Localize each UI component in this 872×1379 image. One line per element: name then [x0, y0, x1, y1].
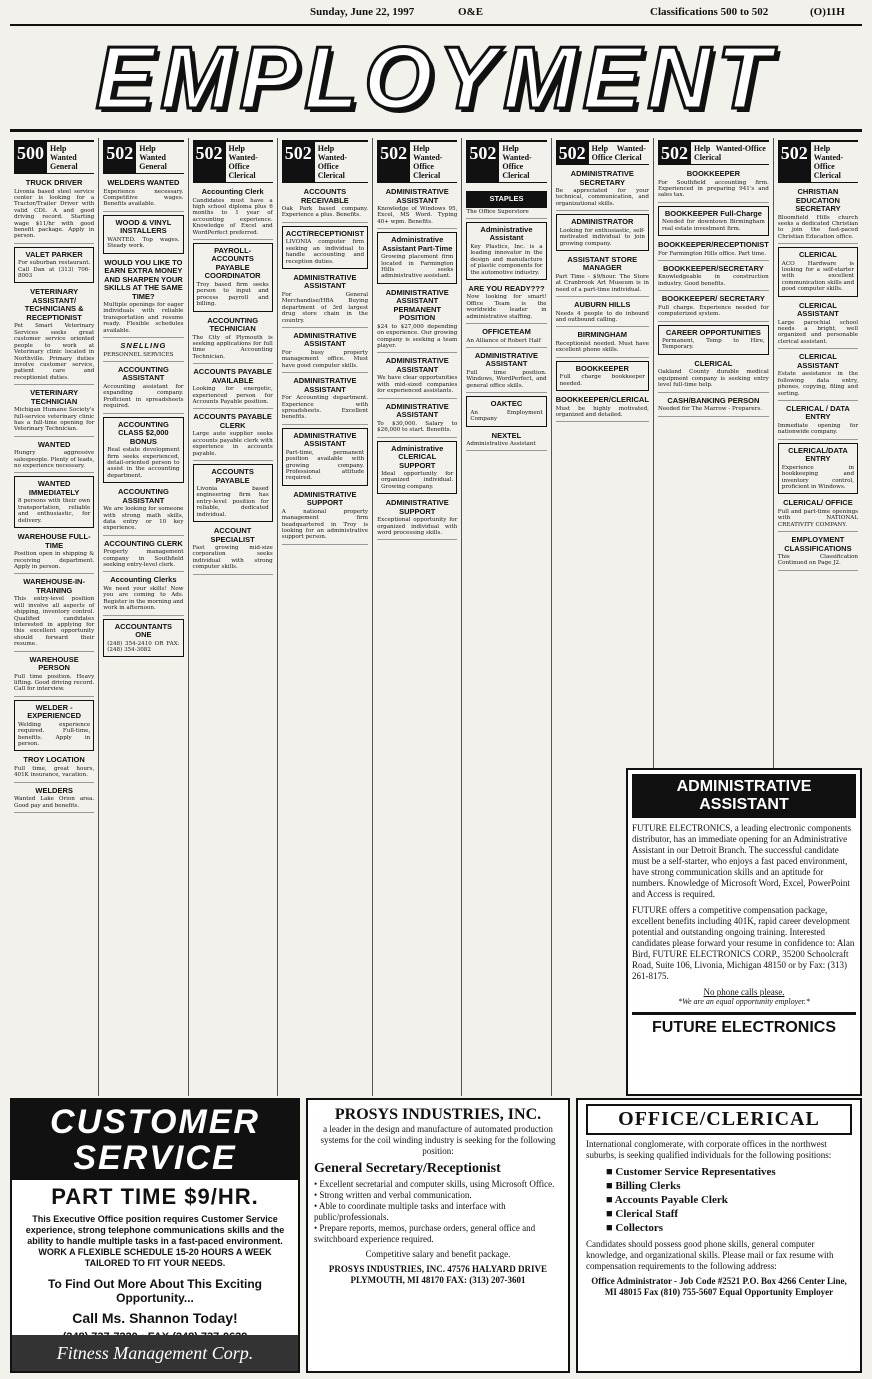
classified-ad [14, 247, 94, 284]
classified-ad [103, 574, 183, 615]
ad-title: ADMINISTRATIVE ASSISTANT [385, 187, 449, 205]
ad-title: ADMINISTRATIVE SUPPORT [385, 498, 449, 516]
ad-body: Knowledgeable in construction industry. Good benefits. [657, 274, 769, 287]
ad-title: ADMINISTRATIVE ASSISTANT [474, 350, 539, 369]
classified-ad [14, 177, 94, 244]
list-item: • Strong written and verbal communication. [314, 1190, 562, 1201]
ad-title: WELDER - EXPERIENCED [27, 702, 81, 721]
classified-ad [778, 186, 858, 244]
classified-ad [778, 351, 858, 401]
ad-body: Needs 4 people to do inbound and outbound calling. [555, 310, 649, 324]
classified-ad [658, 168, 769, 203]
ad-body: Full and part-time openings with NATIONAL CREATIVITY COMPANY. [777, 508, 859, 528]
ad-body: Part Time - $9/hour. The Store at Cranbrook Art Museum is in need of a part-time individual. [555, 273, 649, 293]
ad-title: Administrative Assistant Part-Time [382, 235, 453, 253]
ad-body: Property management company in Southfield seeking entry-level clerk. [103, 549, 184, 569]
classified-ad [193, 411, 273, 461]
list-item: • Prepare reports, memos, purchase orders, general office and switchboard experience required. [314, 1223, 562, 1245]
classified-ad [658, 325, 769, 355]
office-clerical-ad [576, 1098, 862, 1373]
ad-body: Oak Park based company. Experience a plus. Benefits. [281, 206, 369, 219]
office-note: Candidates should possess good phone skills, general computer knowledge, and organizational skills. Please mail or fax resume with compensation requirements to the following address: [586, 1239, 834, 1271]
classified-ad [466, 326, 546, 348]
ad-title: WELDERS WANTED [107, 178, 180, 187]
ad-body: We need your skills! Now you are coming to Ads. Register in the morning and work in afternoon. [103, 585, 184, 612]
prosys-address: PROSYS INDUSTRIES, INC. 47576 HALYARD DRIVE PLYMOUTH, MI 48170 FAX: (313) 207-3601 [328, 1264, 548, 1285]
classification-label: Help Wanted General [139, 144, 167, 171]
ad-title: ACCOUNTING ASSISTANT [117, 364, 169, 383]
ad-body: We are looking for someone with strong math skills, data entry or 10 key experience. [103, 506, 184, 532]
ad-title: BOOKKEEPER [686, 169, 741, 178]
ad-body: To $30,000. Salary to $26,000 to start. Benefits. [377, 420, 458, 434]
prosys-name: PROSYS INDUSTRIES, INC. [334, 1106, 542, 1123]
ad-body: (248) 354-2410 OR FAX: (248) 354-3082 [107, 640, 180, 653]
cs-body: This Executive Office position requires Customer Service experience, strong telephone communications skills and the ability to handle multiple tasks in a fast-paced environment. WORK A FLEXIBLE SCHEDULE 15-20 HOURS A WEEK TAILORED TO FIT YOUR NEEDS. [25, 1214, 285, 1268]
header-date: Sunday, June 22, 1997 [310, 6, 415, 18]
classification-number: 502 [466, 142, 499, 182]
classified-column [10, 138, 99, 1096]
ad-body: Experience in bookkeeping and inventory control, proficient in Windows. [781, 464, 855, 490]
future-title: ADMINISTRATIVE ASSISTANT [632, 774, 856, 818]
ad-body: This Classification Continued on Page J2. [777, 554, 859, 567]
classified-ad [103, 340, 183, 362]
ad-body: Large parochial school needs a bright, well organized and personable clerical assistant. [777, 319, 859, 345]
ad-body: Full time position. Heavy lifting. Good driving record. Call for interview. [14, 673, 95, 693]
classified-ad [556, 329, 649, 357]
ad-title: ACCOUNTS PAYABLE AVAILABLE [193, 367, 272, 385]
ad-title: ACCOUNT SPECIALIST [210, 526, 255, 544]
header-edition: O&E [458, 6, 484, 18]
ad-title: ACCT/RECEPTIONIST [285, 228, 365, 238]
ad-title: PAYROLL-ACCOUNTS PAYABLE COORDINATOR [204, 245, 261, 281]
classified-ad [778, 300, 858, 350]
ad-body: For Accounting department. Experience with spreadsheets. Excellent benefits. [281, 395, 369, 421]
prosys-tagline: a leader in the design and manufacture of automated production systems for the coil winding industry is seeking for the following position: [320, 1124, 556, 1156]
prosys-benefits: Competitive salary and benefit package. [365, 1249, 511, 1259]
classified-ad [193, 366, 273, 409]
classified-ad [466, 222, 546, 280]
ad-body: ACO Hardware is looking for a self-starter with excellent communication skills and good computer skills. [781, 260, 855, 293]
prosys-ad [306, 1098, 570, 1373]
employment-banner [10, 24, 862, 132]
classified-ad [14, 387, 94, 437]
future-electronics-ad [626, 768, 862, 1096]
classification-number: 502 [658, 142, 691, 164]
classified-ad [466, 283, 546, 324]
ad-body: We have clear opportunities with mid-sized companies for experienced assistants. [377, 375, 458, 395]
ad-title: ADMINISTRATIVE ASSISTANT [293, 330, 357, 349]
classification-header [377, 140, 457, 183]
classified-ad [103, 538, 183, 573]
classified-ad [658, 293, 769, 321]
ad-body: Livonia based engineering firm has entry-level position for reliable, dedicated individual. [196, 486, 269, 518]
classified-ad [377, 497, 457, 540]
ad-title: CHRISTIAN EDUCATION SECRETARY [795, 187, 841, 213]
classification-number: 502 [103, 142, 136, 173]
ad-body: Must be highly motivated, organized and detailed. [555, 405, 649, 418]
ad-body: LIVONIA computer firm seeking an individual to handle accounting and reception duties. [285, 239, 365, 265]
classified-ad [14, 754, 94, 782]
classified-ad [778, 247, 858, 297]
ad-title: ADMINISTRATIVE ASSISTANT [385, 356, 449, 374]
ad-title: Accounting Clerks [110, 575, 177, 585]
ad-body: Multiple openings for eager individuals with reliable transportation and resume ready. Flexible schedules available. [103, 302, 184, 334]
ad-body: An Employment Company [470, 409, 543, 423]
office-title: OFFICE/CLERICAL [586, 1104, 852, 1135]
ad-title: CAREER OPPORTUNITIES [665, 327, 761, 337]
ad-title: ADMINISTRATIVE ASSISTANT [293, 376, 357, 394]
classified-ad [466, 186, 546, 219]
ad-title: BOOKKEEPER/CLERICAL [555, 395, 649, 405]
ad-title: ADMINISTRATIVE ASSISTANT [293, 430, 357, 449]
ad-title: ADMINISTRATIVE SUPPORT [293, 489, 357, 508]
ad-title: CLERICAL ASSISTANT [796, 300, 839, 319]
ad-title: WANTED IMMEDIATELY [28, 479, 80, 497]
ad-body: Be appreciated for your technical, communication, and organizational skills. [555, 188, 649, 207]
classification-number: 500 [14, 142, 47, 173]
future-no-calls: No phone calls please. [703, 987, 785, 997]
ad-title: CLERICAL [798, 250, 837, 260]
ad-title: CLERICAL/ OFFICE [783, 498, 853, 508]
classification-label: Help Wanted-Office Clerical [502, 144, 532, 180]
ad-title: ACCOUNTS PAYABLE CLERK [193, 412, 272, 430]
ad-body: Wanted Lake Orion area. Good pay and benefits. [14, 796, 95, 809]
classified-ad [103, 257, 183, 339]
ad-title: VETERINARY TECHNICIAN [30, 388, 79, 406]
cs-title: CUSTOMER SERVICE [12, 1100, 298, 1180]
classified-ad [466, 350, 546, 393]
ad-body: An Alliance of Robert Half [466, 337, 541, 344]
classified-ad [377, 287, 457, 354]
ad-title: ACCOUNTING CLASS $2,000 BONUS [117, 419, 169, 446]
classified-ad [103, 177, 183, 212]
classification-header [14, 140, 94, 174]
ad-body: Accounting assistant for expanding company. Proficient in spreadsheets required. [103, 383, 184, 410]
classified-ad [282, 489, 368, 545]
ad-title: Administrative CLERICAL SUPPORT [391, 443, 444, 470]
prosys-position: General Secretary/Receptionist [314, 1161, 501, 1176]
ad-body: Administrative Assistant [466, 441, 536, 447]
ad-title: VETERINARY ASSISTANT/ TECHNICIANS & RECEPTIONIST [24, 287, 84, 322]
ad-title: ACCOUNTING CLERK [104, 538, 183, 548]
ad-body: Now looking for smart! Office Team is the worldwide leader in administrative staffing. [466, 294, 547, 320]
ad-title: ADMINISTRATIVE ASSISTANT PERMANENT POSITION [385, 287, 449, 323]
classified-ad [377, 441, 457, 495]
classified-ad [377, 355, 457, 398]
classified-ad [377, 186, 457, 229]
list-item: ■ Billing Clerks [606, 1179, 852, 1193]
ad-body: Part-time, permanent position available with growing company. Professional attitude required. [285, 449, 365, 482]
classified-ad [193, 243, 273, 312]
classified-ad [282, 330, 368, 373]
classified-ad [14, 654, 94, 697]
ad-title: BOOKKEEPER Full-Charge [664, 208, 762, 218]
page-header [10, 6, 862, 20]
classified-ad [377, 401, 457, 438]
ad-title: WAREHOUSE PERSON [29, 654, 79, 673]
classification-label: Help Wanted-Office Clerical [413, 144, 443, 180]
classification-header [103, 140, 183, 174]
classified-ad [377, 232, 457, 284]
classified-ad [658, 358, 769, 393]
ad-body: Hungry aggressive salespeople. Plenty of leads, no experience necessary. [14, 450, 95, 470]
banner-title: EMPLOYMENT [95, 27, 777, 127]
classified-ad [778, 403, 858, 440]
ad-body: Pet Smart Veterinary Services seeks great customer service oriented people to work at Veterinary clinic located in Northville. Primary duties involve customer service, patient care and receptionist duties. [14, 323, 95, 381]
ad-title: CASH/BANKING PERSON [667, 395, 760, 405]
ad-body: Full charge bookkeeper needed. [559, 374, 645, 387]
ad-body: Knowledge of Windows 95, Excel, MS Word. Typing 40+ wpm. Benefits. [377, 206, 458, 225]
classified-ad [193, 525, 273, 575]
classification-header [466, 140, 546, 183]
ad-body: The City of Plymouth is seeking applications for full time Accounting Technician. [192, 334, 273, 360]
header-classifications: Classifications 500 to 502 [650, 6, 769, 18]
ad-title: TRUCK DRIVER [25, 178, 83, 187]
customer-service-ad [10, 1098, 300, 1373]
ad-body: Full time, great hours, 401K insurance, vacation. [14, 765, 95, 779]
ad-title: ACCOUNTING ASSISTANT [117, 487, 169, 505]
ad-body: Troy based firm seeks person to input and process payroll and billing. [196, 281, 269, 308]
ad-body: Oakland County durable medical equipment company is seeking entry level full-time help. [657, 369, 769, 389]
ad-body: Growing placement firm located in Farmington Hills seeks administrative assistant. [381, 254, 454, 280]
cs-cta: To Find Out More About This Exciting Opportunity... [48, 1277, 262, 1305]
classified-ad [658, 263, 769, 291]
display-ads-row [10, 1098, 862, 1373]
classification-header [556, 140, 649, 165]
ad-title: ADMINISTRATIVE SECRETARY [570, 169, 634, 187]
classified-ad [282, 428, 368, 486]
ad-title: BOOKKEEPER/RECEPTIONIST [657, 240, 769, 250]
list-item: ■ Customer Service Representatives [606, 1165, 852, 1179]
ad-body: Exceptional opportunity for organized individual with word processing skills. [377, 517, 458, 537]
ad-body: Full time position. Windows, WordPerfect, and general office skills. [466, 369, 547, 389]
office-contact: Office Administrator - Job Code #2521 P.O. Box 4266 Center Line, MI 48015 Fax (810) 755-5607 Equal Opportunity Employer [591, 1276, 847, 1297]
classification-number: 502 [282, 142, 315, 182]
classified-ad [658, 206, 769, 236]
classified-ad [282, 272, 368, 328]
classified-ad [556, 394, 649, 422]
classified-ad [103, 364, 183, 414]
header-page: (O)11H [810, 6, 845, 18]
ad-title: EMPLOYMENT CLASSIFICATIONS [784, 535, 852, 553]
ad-title: WOULD YOU LIKE TO EARN EXTRA MONEY AND SHARPEN YOUR SKILLS AT THE SAME TIME? [104, 257, 183, 301]
ad-title: WANTED [37, 439, 71, 449]
ad-title: ACCOUNTS PAYABLE [211, 467, 254, 485]
cs-call: Call Ms. Shannon Today! [72, 1310, 238, 1326]
ad-title: TROY LOCATION [23, 755, 85, 765]
classified-ad [466, 430, 546, 452]
ad-body: Welding experience required. Full-time, benefits. Apply in person. [18, 721, 91, 747]
classified-ad [778, 534, 858, 571]
ad-body: Key Plastics, Inc. is a leading innovator in the design and manufacture of plastic components for the automotive industry. [470, 243, 543, 276]
ad-title: ACCOUNTS RECEIVABLE [301, 187, 349, 205]
ad-title: CLERICAL/DATA ENTRY [788, 445, 848, 464]
classified-ad [103, 215, 183, 254]
ad-body: Fast growing mid-size corporation seeks individual with strong computer skills. [192, 545, 273, 571]
ad-body: A national property management firm headquartered in Troy is looking for an administrative support person. [281, 508, 369, 541]
ad-body: Livonia based steel service center is looking for a Tractor/Trailer Driver with valid CDL A and good driving record. Starting wage $11/hr with good benefit package. Apply in person. [14, 188, 95, 240]
ad-body: Needed for downtown Birmingham real estate investment firm. [661, 219, 765, 232]
ad-title: ACCOUNTANTS ONE [114, 621, 173, 640]
ad-body: Permanent, Temp to Hire, Temporary. [661, 338, 765, 351]
classification-number: 502 [778, 142, 811, 182]
ad-body: 8 persons with their own transportation, reliable and enthusiastic, for delivery. [18, 498, 91, 524]
ad-title: CLERICAL [694, 358, 733, 368]
classified-column [373, 138, 462, 1096]
classification-label: Help Wanted-Office Clerical [591, 144, 646, 162]
ad-title: OAKTEC [490, 399, 523, 409]
ad-body: For busy property management office. Must have good computer skills. [281, 349, 369, 369]
ad-title: STAPLES [466, 191, 546, 208]
ad-body: PERSONNEL SERVICES [103, 351, 174, 358]
ad-title: CLERICAL ASSISTANT [796, 352, 839, 370]
ad-title: WOOD & VINYL INSTALLERS [115, 217, 172, 236]
classification-number: 502 [556, 142, 589, 164]
classified-column [278, 138, 373, 1096]
ad-body: Looking for enthusiastic, self-motivated individual to join growing company. [559, 227, 645, 247]
ad-body: For General Merchandise/HBA Buying department of 3rd largest drug store chain in the country. [281, 291, 369, 324]
classified-ad [103, 619, 183, 658]
ad-title: WELDERS [35, 785, 73, 795]
ad-title: WAREHOUSE FULL-TIME [17, 532, 91, 550]
ad-body: Needed for The Marrow - Preparers. [657, 406, 762, 413]
future-body-2: FUTURE offers a competitive compensation package, excellent benefits including 401K, rapid career development potential and outstanding ongoing training. Interested candidates please forward your resume in confidence to: Alan Bird, FUTURE ELECTRONICS CORP., 35200 Schoolcraft Road, Suite 106, Livonia, Michigan 48150 or by Fax: (313) 261-8175. [632, 905, 855, 981]
classification-header [193, 140, 273, 183]
prosys-requirements [314, 1179, 562, 1245]
list-item: ■ Accounts Payable Clerk [606, 1193, 852, 1207]
classified-column [189, 138, 278, 1096]
ad-title: Accounting Clerk [201, 187, 264, 196]
classification-number: 502 [193, 142, 226, 182]
classification-label: Help Wanted General [50, 144, 78, 171]
classified-ad [282, 186, 368, 223]
ad-body: Ideal opportunity for organized individual. Growing company. [381, 471, 454, 490]
ad-body: For Farmington Hills office. Part time. [657, 250, 767, 257]
ad-title: CLERICAL / DATA ENTRY [786, 403, 850, 422]
classification-label: Help Wanted-Office Clerical [813, 144, 844, 180]
ad-body: Candidates must have a high school diploma plus 6 months to 1 year of accounting experience. Knowledge of Excel and WordPerfect preferred. [192, 197, 273, 236]
classification-number: 502 [377, 142, 410, 182]
ad-title: ACCOUNTING TECHNICIAN [207, 315, 259, 334]
list-item: ■ Clerical Staff [606, 1207, 852, 1221]
classified-ad [103, 417, 183, 484]
classified-ad [193, 315, 273, 365]
cs-pay: PART TIME $9/HR. [51, 1184, 259, 1209]
ad-title: ADMINISTRATIVE ASSISTANT [293, 272, 357, 291]
classified-ad [778, 497, 858, 532]
ad-title: BOOKKEEPER/SECRETARY [662, 263, 764, 273]
ad-title: ARE YOU READY??? [468, 283, 545, 293]
classification-label: Help Wanted-Office Clerical [693, 144, 766, 162]
classified-ad [556, 214, 649, 251]
classified-ad [282, 375, 368, 425]
list-item: • Excellent secretarial and computer skills, using Microsoft Office. [314, 1179, 562, 1190]
classified-ad [556, 254, 649, 297]
ad-title: AUBURN HILLS [574, 300, 631, 310]
ad-title: BOOKKEEPER [575, 363, 629, 373]
ad-body: Looking for energetic, experienced person for Accounts Payable position. [192, 386, 273, 405]
classified-ad [14, 476, 94, 528]
future-body: FUTURE ELECTRONICS, a leading electronic components distributor, has an immediate opening for an Administrative Assistant in our Detroit Branch. The successful candidate must be a self-starter, who enjoys a fast paced environment, have strong communication skills and an aptitude for numbers. Knowledge of Microsoft Word, Excel, PowerPoint and Access is required. [632, 823, 851, 899]
ad-title: ADMINISTRATIVE ASSISTANT [385, 401, 449, 420]
classified-ad [14, 700, 94, 752]
office-intro: International conglomerate, with corporate offices in the northwest suburbs, is seeking qualified individuals for the following positions: [586, 1139, 832, 1160]
ad-body: Immediate opening for nationwide company. [777, 422, 859, 436]
ad-body: For suburban restaurant. Call Dan at (313) 706-8003 [18, 260, 91, 280]
classified-ad [103, 486, 183, 536]
future-eoe: *We are an equal opportunity employer.* [678, 997, 810, 1006]
list-item: • Able to coordinate multiple tasks and interface with public/professionals. [314, 1201, 562, 1223]
classified-ad [14, 785, 94, 813]
classification-label: Help Wanted-Office Clerical [228, 144, 258, 180]
ad-body: Large auto supplier seeks accounts payable clerk with experience in accounts payable. [192, 431, 273, 457]
ad-body: The Office Superstore [466, 208, 529, 215]
ad-title: Administrative Assistant [480, 224, 533, 243]
classification-label: Help Wanted-Office Clerical [317, 144, 348, 180]
ad-body: Full charge. Experience needed for computerized system. [657, 304, 769, 318]
classified-ad [193, 464, 273, 522]
classified-ad [466, 396, 546, 426]
ad-body: Real estate development firm seeks experienced, detail-oriented person to assist in the accounting department. [107, 447, 180, 479]
classified-ad [193, 186, 273, 240]
ad-body: Position open in shipping & receiving department. Apply in person. [14, 551, 95, 570]
ad-body: This entry-level position will involve all aspects of shipping, inventory control. Qualified candidates interested in applying for this excellent opportunity should forward their resume. [14, 596, 95, 648]
ad-body: Receptionist needed. Must have excellent phone skills. [555, 340, 649, 354]
classification-header [658, 140, 769, 165]
ad-body: $24 to $27,000 depending on experience. Our growing company is seeking a team player. [377, 323, 458, 350]
classified-column [99, 138, 188, 1096]
list-item: ■ Collectors [606, 1221, 852, 1235]
classification-header [282, 140, 368, 183]
ad-body: Estate assistance in the following data entry, phones, copying, filing and sorting. [777, 371, 859, 397]
cs-footer-logo: Fitness Management Corp. [12, 1335, 298, 1371]
classified-ad [14, 531, 94, 574]
classified-ad [556, 299, 649, 327]
classified-ad [658, 395, 769, 417]
classified-ad [556, 361, 649, 391]
classified-ad [282, 226, 368, 269]
ad-title: ADMINISTRATOR [571, 217, 634, 227]
classification-header [778, 140, 858, 183]
ad-body: For Southfield accounting firm. Experienced in preparing 941's and sales tax. [657, 179, 769, 199]
office-positions [606, 1165, 852, 1235]
classified-ad [658, 239, 769, 261]
ad-body: Michigan Humane Society's full-service veterinary clinic has a full-time opening for Veterinary Technician. [14, 407, 95, 433]
ad-title: NEXTEL [491, 430, 522, 440]
ad-title: BIRMINGHAM [577, 330, 628, 340]
classified-ad [556, 168, 649, 211]
future-logo: FUTURE ELECTRONICS [632, 1012, 856, 1037]
ad-title: WAREHOUSE-IN-TRAINING [23, 577, 85, 595]
ad-title: ASSISTANT STORE MANAGER [567, 254, 638, 273]
ad-body: Bloomfield Hills church seeks a dedicated Christian to join the fast-paced Christian Education office. [777, 214, 859, 240]
ad-body: WANTED. Top wages. Steady work. [107, 236, 180, 250]
ad-title: SNELLING [120, 341, 167, 351]
ad-body: Experience necessary. Competitive wages. Benefits available. [103, 188, 184, 208]
ad-title: BOOKKEEPER/ SECRETARY [661, 294, 765, 304]
ad-title: OFFICETEAM [482, 327, 531, 337]
classified-ad [14, 576, 94, 651]
classified-column [462, 138, 551, 1096]
classified-ad [778, 443, 858, 495]
classified-ad [14, 439, 94, 474]
ad-title: VALET PARKER [25, 249, 83, 259]
classified-ad [14, 286, 94, 385]
